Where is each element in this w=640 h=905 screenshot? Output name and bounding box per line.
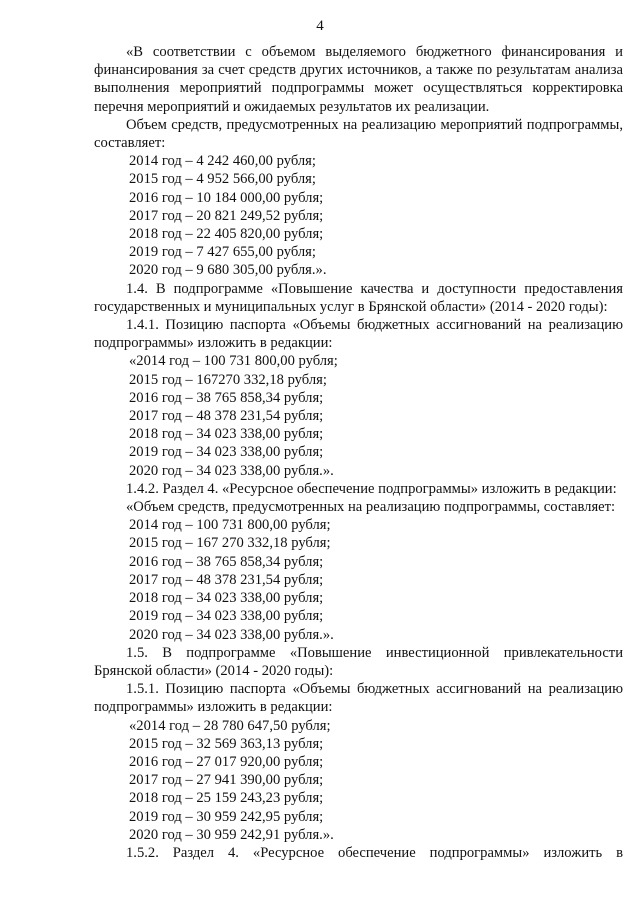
list-item: 2019 год – 34 023 338,00 рубля;: [129, 444, 324, 461]
section-1-5-1: 1.5.1. Позицию паспорта «Объемы бюджетных ассигнований на реализацию подпрограммы» изложить в редакции:: [94, 681, 623, 716]
intro-paragraph: «В соответствии с объемом выделяемого бюджетного финансирования и финансирования за счет средств других источников, а также по результатам анализа выполнения мероприятий подпрограммы может осуществляться корректировка перечня мероприятий и ожидаемых результатов их реализации.: [94, 44, 623, 115]
year-list-3: [94, 516, 623, 643]
section-1-4-2: 1.4.2. Раздел 4. «Ресурсное обеспечение подпрограммы» изложить в редакции:: [126, 480, 617, 497]
list-item: 2015 год – 4 952 566,00 рубля;: [129, 171, 316, 188]
list-item: 2018 год – 34 023 338,00 рубля;: [129, 426, 324, 443]
page-number: 4: [316, 18, 324, 34]
list-item: 2017 год – 48 378 231,54 рубля;: [129, 571, 324, 588]
list-item: 2019 год – 30 959 242,95 рубля;: [129, 808, 324, 825]
list-item: 2017 год – 48 378 231,54 рубля;: [129, 408, 324, 425]
section-1-4: 1.4. В подпрограмме «Повышение качества и доступности предоставления государственных и муниципальных услуг в Брянской области» (2014 - 2020 годы):: [94, 280, 623, 315]
section-1-5: 1.5. В подпрограмме «Повышение инвестиционной привлекательности Брянской области» (2014 - 2020 годы):: [94, 644, 623, 679]
list-item: 2018 год – 34 023 338,00 рубля;: [129, 590, 324, 607]
year-list-2: [94, 352, 623, 479]
document-body: [94, 43, 623, 862]
section-1-4-1: 1.4.1. Позицию паспорта «Объемы бюджетных ассигнований на реализацию подпрограммы» изложить в редакции:: [94, 317, 623, 352]
volume-sentence-2: «Объем средств, предусмотренных на реализацию подпрограммы, составляет:: [126, 499, 616, 516]
list-item: 2014 год – 100 731 800,00 рубля;: [129, 517, 331, 534]
list-item: 2020 год – 34 023 338,00 рубля.».: [129, 462, 334, 479]
list-item: 2020 год – 34 023 338,00 рубля.».: [129, 626, 334, 643]
list-item: 2016 год – 38 765 858,34 рубля;: [129, 553, 324, 570]
volume-sentence-1: Объем средств, предусмотренных на реализацию мероприятий подпрограммы, составляет:: [94, 116, 623, 152]
year-list-1: [94, 152, 623, 279]
list-item: 2016 год – 27 017 920,00 рубля;: [129, 753, 324, 770]
list-item: 2018 год – 22 405 820,00 рубля;: [129, 226, 324, 243]
list-item: 2020 год – 9 680 305,00 рубля.».: [129, 262, 327, 279]
section-1-5-2: 1.5.2. Раздел 4. «Ресурсное обеспечение подпрограммы» изложить в: [126, 844, 623, 861]
list-item: 2015 год – 167 270 332,18 рубля;: [129, 535, 331, 552]
list-item: «2014 год – 100 731 800,00 рубля;: [129, 353, 338, 370]
list-item: 2017 год – 27 941 390,00 рубля;: [129, 772, 324, 789]
list-item: 2014 год – 4 242 460,00 рубля;: [129, 153, 316, 170]
list-item: «2014 год – 28 780 647,50 рубля;: [129, 717, 331, 734]
list-item: 2015 год – 167270 332,18 рубля;: [129, 371, 327, 388]
list-item: 2017 год – 20 821 249,52 рубля;: [129, 207, 324, 224]
list-item: 2018 год – 25 159 243,23 рубля;: [129, 790, 324, 807]
list-item: 2019 год – 7 427 655,00 рубля;: [129, 244, 316, 261]
list-item: 2016 год – 10 184 000,00 рубля;: [129, 189, 324, 206]
list-item: 2015 год – 32 569 363,13 рубля;: [129, 735, 324, 752]
year-list-4: [94, 717, 623, 844]
list-item: 2020 год – 30 959 242,91 рубля.».: [129, 826, 334, 843]
list-item: 2019 год – 34 023 338,00 рубля;: [129, 608, 324, 625]
list-item: 2016 год – 38 765 858,34 рубля;: [129, 389, 324, 406]
